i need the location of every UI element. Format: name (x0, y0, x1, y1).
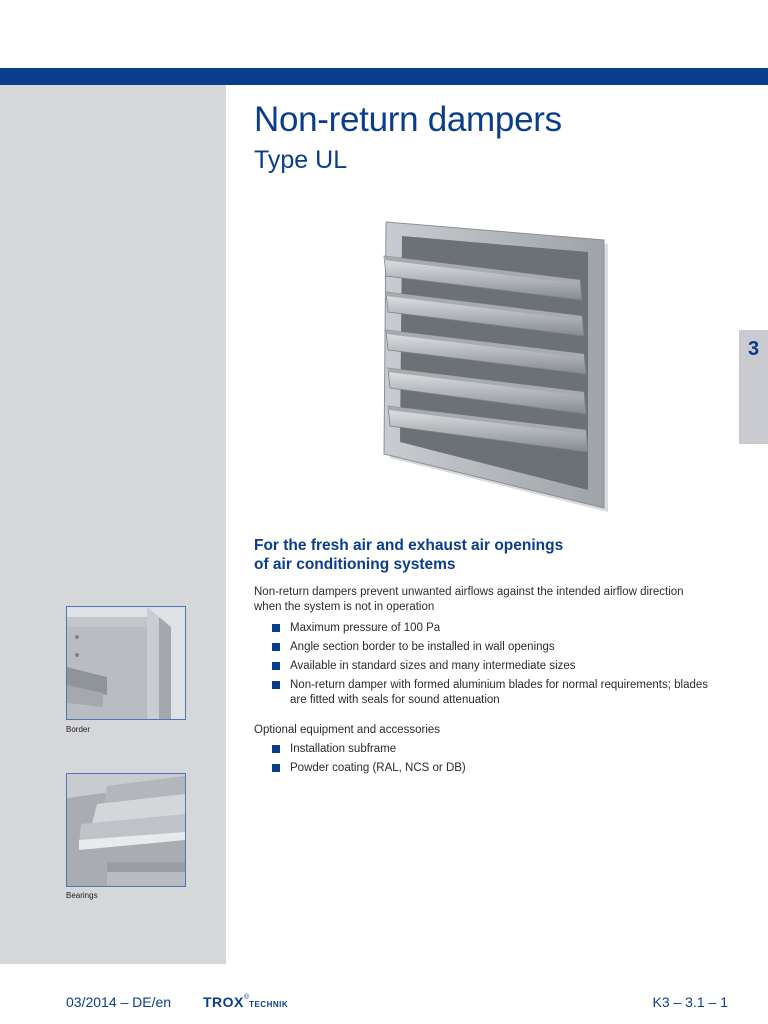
optional-label: Optional equipment and accessories (254, 724, 441, 736)
bullet-square-icon (272, 681, 280, 689)
section-tab-number: 3 (747, 338, 760, 360)
bullet-square-icon (272, 643, 280, 651)
bullet-square-icon (272, 662, 280, 670)
bullet-square-icon (272, 624, 280, 632)
border-caption: Border (66, 725, 91, 734)
intro-text: Non-return dampers prevent unwanted airflows against the intended airflow direction when the system is not in operation (254, 586, 684, 613)
list-item (272, 621, 722, 636)
list-item (272, 659, 722, 674)
feature-text: Non-return damper with formed aluminium blades for normal requirements; blades are fitted with seals for sound attenuation (290, 679, 709, 706)
trox-logo (203, 994, 288, 1012)
feature-list (272, 621, 722, 712)
bearings-caption: Bearings (66, 891, 98, 900)
section-tab[interactable] (739, 330, 768, 444)
intro-headline (254, 536, 674, 574)
list-item (272, 761, 672, 776)
bearings-detail-image (66, 773, 186, 887)
damper-product-image (370, 218, 610, 514)
list-item (272, 640, 722, 655)
optional-item-text: Installation subframe (290, 743, 397, 755)
logo-main-text: TROX (203, 994, 244, 1010)
list-item (272, 742, 672, 757)
bullet-square-icon (272, 745, 280, 753)
page-subtitle: Type UL (254, 146, 348, 174)
list-item (272, 678, 722, 708)
footer-page-ref: K3 – 3.1 – 1 (652, 994, 728, 1010)
bullet-square-icon (272, 764, 280, 772)
border-detail-image (66, 606, 186, 720)
feature-text: Maximum pressure of 100 Pa (290, 622, 441, 634)
intro-headline-line1: For the fresh air and exhaust air openings (254, 537, 564, 554)
footer-date: 03/2014 – DE/en (66, 994, 172, 1010)
feature-text: Available in standard sizes and many intermediate sizes (290, 660, 576, 672)
intro-headline-line2: of air conditioning systems (254, 556, 456, 573)
optional-item-text: Powder coating (RAL, NCS or DB) (290, 762, 466, 774)
feature-text: Angle section border to be installed in wall openings (290, 641, 555, 653)
top-brand-bar (0, 68, 768, 85)
optional-list (272, 742, 672, 780)
logo-registered-mark: ® (243, 994, 250, 1001)
logo-sub-text: TECHNIK (249, 1000, 289, 1009)
page-title: Non-return dampers (254, 100, 562, 139)
